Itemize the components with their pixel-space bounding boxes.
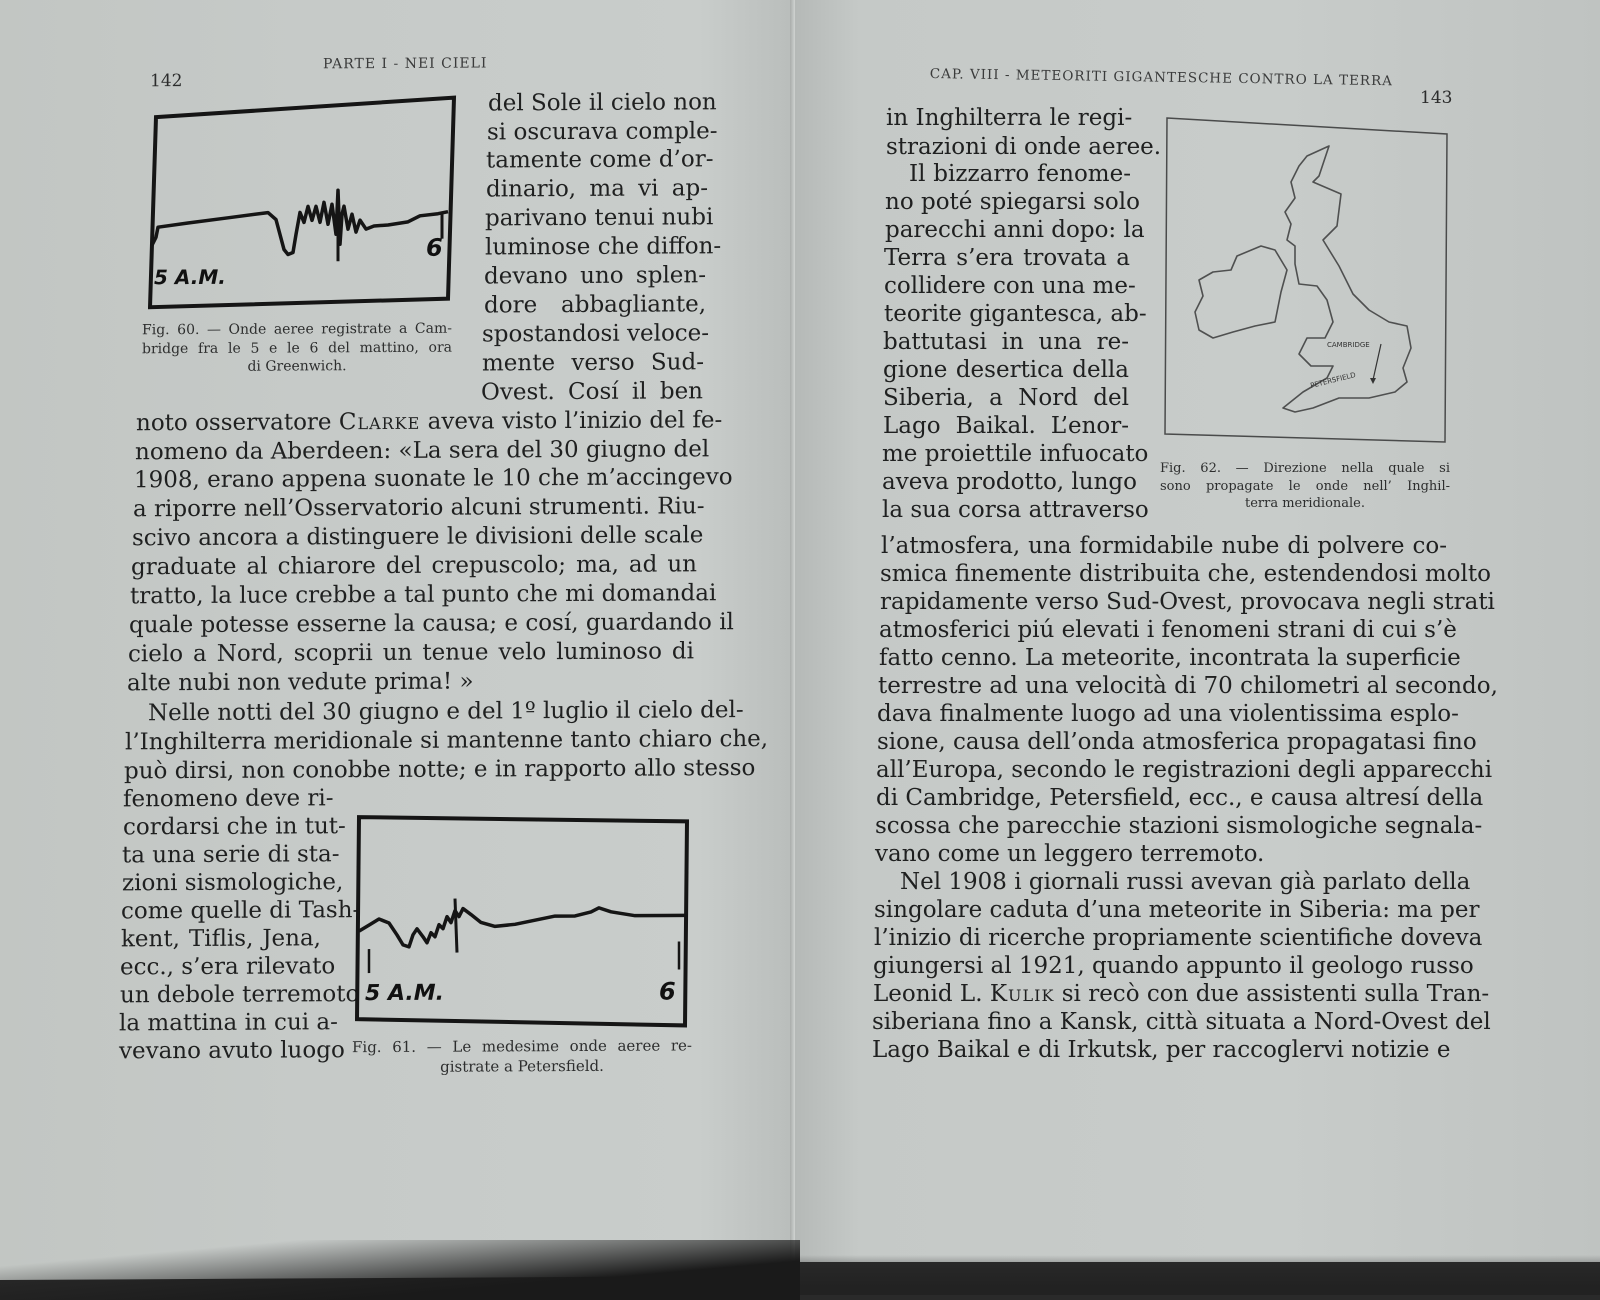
text-line: zioni sismologiche,: [122, 869, 344, 897]
text-line: collidere con una me-: [884, 273, 1136, 299]
time-label-start: 5 A.M.: [365, 980, 445, 1007]
text-line: un debole terremoto: [120, 981, 360, 1009]
text-line: Nel 1908 i giornali russi avevan già parlato della: [900, 869, 1471, 895]
author-name: Clarke: [338, 408, 421, 436]
text-line: di Cambridge, Petersfield, ecc., e causa altresí della: [876, 785, 1484, 811]
time-label-end: 6: [426, 233, 443, 262]
text-line: dava finalmente luogo ad una violentissima esplo-: [877, 701, 1459, 727]
text-line: siberiana fino a Kansk, città situata a Nord-Ovest del: [872, 1009, 1491, 1035]
text-line: no poté spiegarsi solo: [885, 189, 1140, 215]
text-line: dore abbagliante,: [484, 291, 706, 319]
text-line: vevano avuto luogo: [119, 1037, 345, 1065]
text-line: Il bizzarro fenome-: [909, 161, 1131, 187]
text-line: vano come un leggero terremoto.: [875, 841, 1265, 867]
text-line: Terra s’era trovata a: [884, 245, 1130, 271]
map-label-petersfield: PETERSFIELD: [1309, 370, 1357, 390]
text-line: ta una serie di sta-: [122, 841, 340, 869]
text-line: alte nubi non vedute prima! »: [127, 668, 474, 697]
text-line: quale potesse esserne la causa; e cosí, guardando il: [129, 609, 734, 639]
figure-62-caption-line: Fig. 62. — Direzione nella quale si: [1160, 461, 1450, 476]
text-line: all’Europa, secondo le registrazioni degli apparecchi: [876, 757, 1493, 783]
right-page: [795, 0, 1600, 1262]
running-head: PARTE I - NEI CIELI: [323, 55, 488, 73]
text-line: scivo ancora a distinguere le divisioni delle scale: [132, 522, 704, 552]
text-line: del Sole il cielo non: [488, 89, 717, 117]
text-line: gione desertica della: [883, 357, 1129, 383]
text-line: scossa che parecchie stazioni sismologiche segnala-: [875, 813, 1483, 839]
text-line: fatto cenno. La meteorite, incontrata la superficie: [879, 645, 1461, 671]
page-shadow: [800, 1255, 1600, 1295]
text-line: devano uno splen-: [484, 262, 706, 290]
figure-61-caption-line: Fig. 61. — Le medesime onde aeree re-: [352, 1036, 692, 1057]
text-line: tratto, la luce crebbe a tal punto che mi domandai: [130, 580, 717, 610]
british-isles-map: [1163, 116, 1451, 444]
text-line: noto osservatore Clarke aveva visto l’inizio del fe-: [136, 407, 723, 437]
page-number: 143: [1420, 88, 1453, 108]
text-line: spostandosi veloce-: [482, 320, 710, 348]
figure-60-caption-line: Fig. 60. — Onde aeree registrate a Cam-: [142, 320, 452, 339]
text-line: parivano tenui nubi: [485, 204, 714, 232]
text-line: cordarsi che in tut-: [123, 813, 346, 841]
figure-60-caption-line: bridge fra le 5 e le 6 del mattino, ora: [142, 339, 452, 358]
page-number: 142: [150, 71, 183, 92]
figure-61-seismogram: [355, 811, 691, 1031]
text-line: la sua corsa attraverso: [882, 497, 1149, 523]
text-line: come quelle di Tash-: [121, 897, 361, 925]
text-line: sione, causa dell’onda atmosferica propagatasi fino: [877, 729, 1477, 755]
running-head: CAP. VIII - METEORITI GIGANTESCHE CONTRO LA TERRA: [929, 66, 1394, 90]
figure-62-caption-line: sono propagate le onde nell’ Inghil-: [1160, 479, 1450, 494]
text-line: fenomeno deve ri-: [123, 785, 334, 813]
text-line: Leonid L. Kulik si recò con due assistenti sulla Tran-: [873, 981, 1490, 1007]
text-line: graduate al chiarore del crepuscolo; ma, ad un: [131, 551, 697, 581]
text-line: mente verso Sud-: [482, 349, 704, 377]
text-line: dinario, ma vi ap-: [486, 175, 708, 203]
text-line: kent, Tiflis, Jena,: [121, 925, 321, 953]
text-line: l’inizio di ricerche propriamente scientifiche doveva: [874, 925, 1483, 951]
left-page: [0, 0, 795, 1280]
text-line: luminose che diffon-: [485, 233, 722, 261]
text-line: singolare caduta d’una meteorite in Siberia: ma per: [874, 897, 1480, 923]
text-line: strazioni di onde aeree.: [886, 134, 1162, 160]
text-line: cielo a Nord, scoprii un tenue velo luminoso di: [128, 638, 694, 668]
author-name: Kulik: [989, 981, 1055, 1007]
text-line: tamente come d’or-: [486, 146, 714, 174]
figure-60-seismogram: [148, 94, 458, 311]
text-line: terrestre ad una velocità di 70 chilometri al secondo,: [878, 673, 1498, 699]
page-shadow: [0, 1240, 800, 1300]
time-label-end: 6: [659, 977, 676, 1006]
text-line: Ovest. Cosí il ben: [481, 378, 703, 406]
text-line: Lago Baikal. L’enor-: [883, 413, 1129, 439]
text-line: Nelle notti del 30 giugno e del 1º luglio il cielo del-: [148, 697, 744, 727]
text-line: rapidamente verso Sud-Ovest, provocava negli strati: [880, 589, 1495, 615]
figure-61-caption-line: gistrate a Petersfield.: [440, 1056, 604, 1076]
map-label-cambridge: CAMBRIDGE: [1327, 341, 1370, 349]
text-line: aveva prodotto, lungo: [882, 469, 1137, 495]
figure-62-caption-line: terra meridionale.: [1244, 496, 1366, 511]
text-line: battutasi in una re-: [883, 329, 1129, 355]
text-line: smica finemente distribuita che, estendendosi molto: [880, 561, 1491, 587]
figure-60-caption-line: di Greenwich.: [247, 358, 347, 375]
text-line: parecchi anni dopo: la: [885, 217, 1145, 243]
text-line: in Inghilterra le regi-: [886, 105, 1133, 131]
text-line: la mattina in cui a-: [119, 1009, 338, 1037]
text-line: giungersi al 1921, quando appunto il geologo russo: [873, 953, 1474, 979]
text-line: l’Inghilterra meridionale si mantenne tanto chiaro che,: [125, 725, 769, 756]
text-line: ecc., s’era rilevato: [120, 953, 336, 981]
text-line: Siberia, a Nord del: [883, 385, 1129, 411]
time-label-start: 5 A.M.: [154, 264, 226, 290]
text-line: me proiettile infuocato: [882, 441, 1149, 467]
text-line: 1908, erano appena suonate le 10 che m’accingevo: [134, 464, 733, 494]
text-line: nomeno da Aberdeen: «La sera del 30 giugno del: [135, 436, 710, 466]
text-line: Lago Baikal e di Irkutsk, per raccoglervi notizie e: [872, 1037, 1451, 1063]
text-line: si oscurava comple-: [487, 118, 718, 146]
text-line: teorite gigantesca, ab-: [884, 301, 1147, 327]
text-line: a riporre nell’Osservatorio alcuni strumenti. Riu-: [133, 493, 705, 523]
figure-62-map: [1163, 116, 1451, 444]
text-line: l’atmosfera, una formidabile nube di polvere co-: [881, 533, 1447, 559]
text-line: può dirsi, non conobbe notte; e in rapporto allo stesso: [124, 755, 756, 785]
text-line: atmosferici piú elevati i fenomeni strani di cui s’è: [879, 617, 1457, 643]
